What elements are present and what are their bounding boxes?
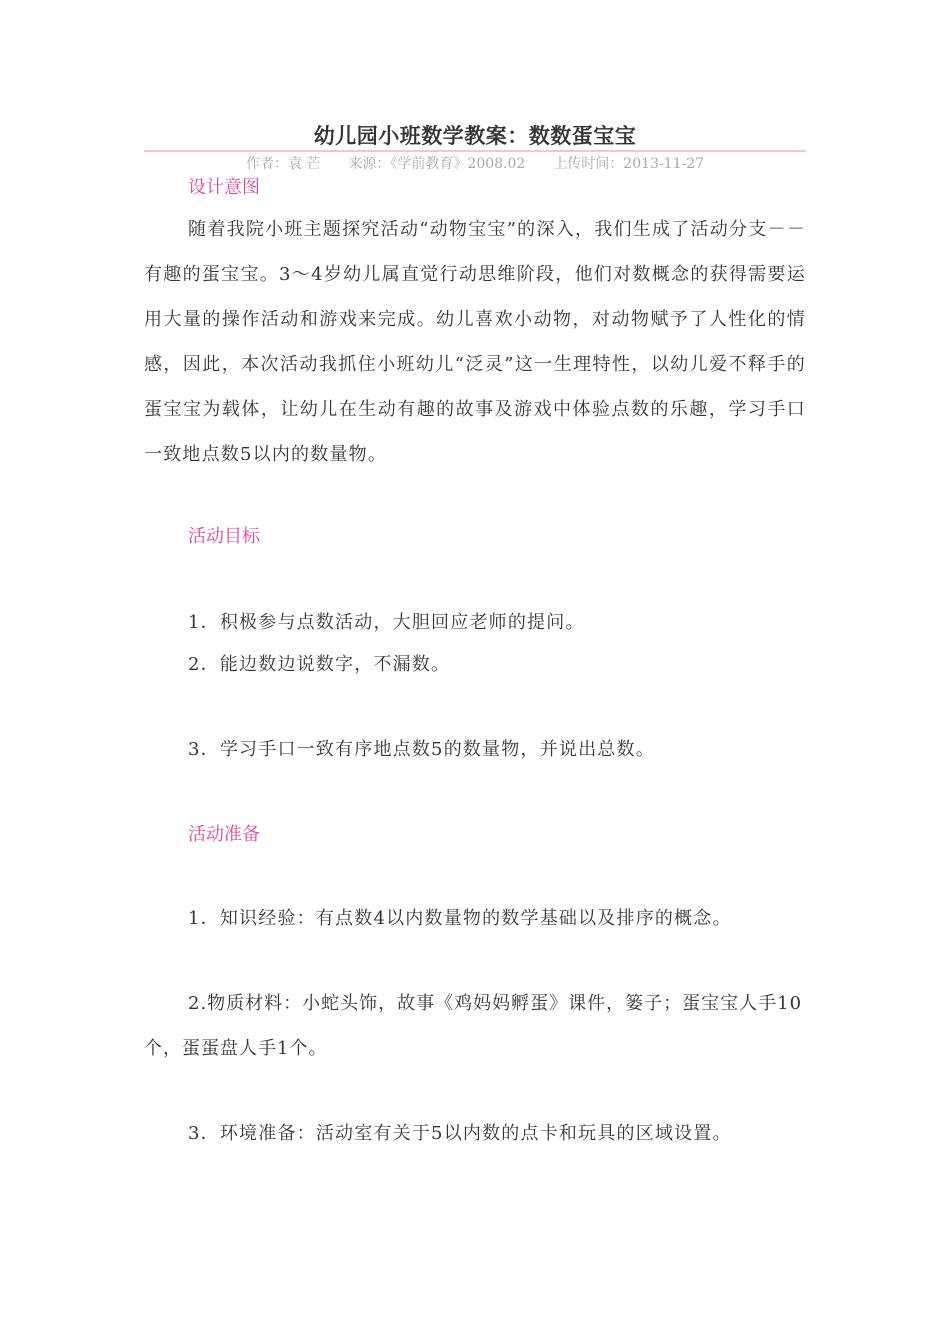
preparation-item-2-text: 2.物质材料：小蛇头饰，故事《鸡妈妈孵蛋》课件，篓子；蛋宝宝人手10个，蛋蛋盘人手1个。	[144, 993, 803, 1059]
section-heading-goals: 活动目标	[188, 526, 260, 547]
preparation-item-2	[144, 981, 806, 1071]
design-intent-paragraph	[144, 207, 806, 477]
design-intent-text: 随着我院小班主题探究活动“动物宝宝”的深入，我们生成了活动分支－－有趣的蛋宝宝。3～4岁幼儿属直觉行动思维阶段，他们对数概念的获得需要运用大量的操作活动和游戏来完成。幼儿喜欢小动物，对动物赋予了人性化的情感，因此，本次活动我抓住小班幼儿“泛灵”这一生理特性，以幼儿爱不释手的蛋宝宝为载体，让幼儿在生动有趣的故事及游戏中体验点数的乐趣，学习手口一致地点数5以内的数量物。	[144, 219, 806, 465]
title-divider	[144, 150, 806, 152]
document-title: 幼儿园小班数学教案：数数蛋宝宝	[313, 123, 637, 148]
section-heading-design-intent: 设计意图	[188, 177, 260, 198]
goal-item-1: 1．积极参与点数活动，大胆回应老师的提问。	[188, 612, 585, 633]
section-heading-preparation: 活动准备	[188, 824, 260, 845]
preparation-item-3: 3．环境准备：活动室有关于5以内数的点卡和玩具的区域设置。	[188, 1123, 732, 1144]
goal-item-3: 3．学习手口一致有序地点数5的数量物，并说出总数。	[188, 739, 655, 760]
document-meta	[144, 154, 806, 174]
meta-upload-time: 上传时间：2013-11-27	[553, 156, 705, 172]
meta-source: 来源：《学前教育》2008.02	[348, 156, 526, 172]
preparation-item-1: 1．知识经验：有点数4以内数量物的数学基础以及排序的概念。	[188, 908, 732, 929]
goal-item-2: 2．能边数边说数字，不漏数。	[188, 654, 451, 675]
meta-author: 作者：袁 芒	[245, 156, 321, 172]
